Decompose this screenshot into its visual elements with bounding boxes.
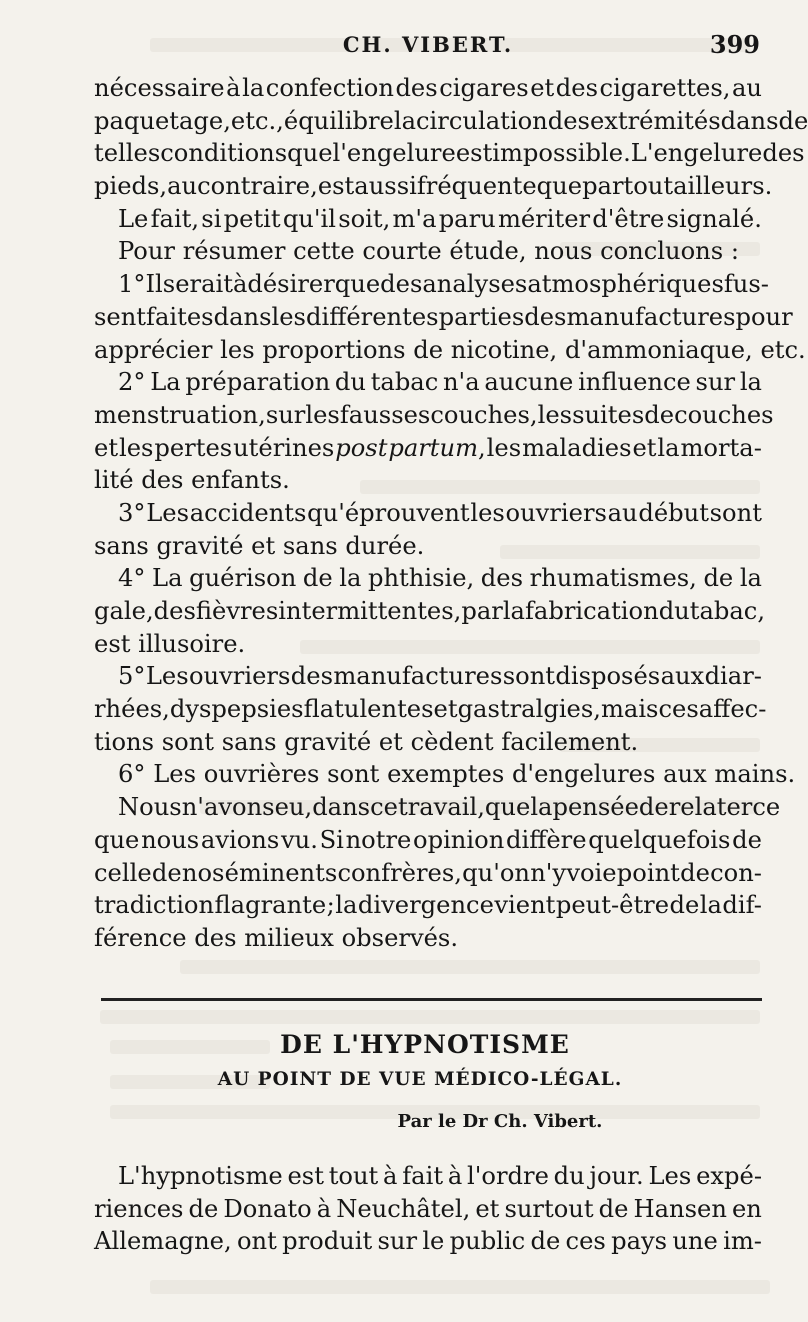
- text-line: rhées, dyspepsies flatulentes et gastralgies, mais ces affec-: [94, 695, 767, 724]
- text-line: menstruation, sur les fausses couches, les suites de couches: [94, 400, 774, 429]
- text-line: apprécier les proportions de nicotine, d'ammoniaque, etc.: [94, 335, 806, 364]
- text-line: nécessaire à la confection des cigares et des cigarettes, au: [94, 74, 762, 102]
- running-title: CH. VIBERT.: [342, 32, 514, 57]
- article-subtitle: AU POINT DE VUE MÉDICO-LÉGAL.: [217, 1069, 623, 1090]
- text-line: 5° Les ouvriers des manufactures sont disposés aux diar-: [118, 662, 762, 691]
- text-line: riences de Donato à Neuchâtel, et surtout de Hansen en: [94, 1194, 762, 1223]
- text-line: sans gravité et sans durée.: [94, 531, 425, 560]
- text-line: Nous n'avons eu, dans ce travail, que la pensée de relater ce: [118, 793, 781, 822]
- text-line: Le fait, si petit qu'il soit, m'a paru mériter d'être signalé.: [118, 204, 762, 233]
- author-byline: Par le Dr Ch. Vibert.: [397, 1111, 603, 1132]
- text-line: 3° Les accidents qu'éprouvent les ouvriers au début sont: [118, 498, 762, 527]
- text-line: Pour résumer cette courte étude, nous concluons :: [118, 237, 740, 266]
- text-line: paquetage, etc., équilibre la circulation des extrémités dans de: [94, 106, 808, 135]
- text-line: Allemagne, ont produit sur le public de ces pays une im-: [94, 1227, 762, 1256]
- text-line: pieds, au contraire, est aussi fréquente que partout ailleurs.: [94, 172, 773, 201]
- article-body-text: [94, 1160, 762, 1258]
- text-line: lité des enfants.: [94, 466, 290, 495]
- text-line: sent faites dans les différentes parties des manufactures pour: [94, 302, 793, 331]
- text-line: et les pertes utérines post partum, les maladies et la morta-: [94, 433, 762, 462]
- text-line: 4° La guérison de la phthisie, des rhumatismes, de la: [118, 564, 762, 593]
- article-author: [0, 1111, 800, 1132]
- text-line: gale, des fièvres intermittentes, par la fabrication du tabac,: [94, 597, 766, 625]
- body-text: [94, 72, 808, 955]
- text-line: 2° La préparation du tabac n'a aucune influence sur la: [118, 368, 762, 397]
- text-line: est illusoire.: [94, 629, 246, 658]
- section-divider: [101, 998, 762, 1001]
- text-line: tions sont sans gravité et cèdent facilement.: [94, 727, 639, 756]
- text-line: que nous avions vu. Si notre opinion diffère quelquefois de: [94, 825, 762, 854]
- text-line: tradiction flagrante ; la divergence vient peut-être de la dif-: [94, 891, 762, 920]
- text-line: 1° Il serait à désirer que des analyses atmosphériques fus-: [118, 270, 769, 299]
- article-title: DE L'HYPNOTISME: [280, 1030, 570, 1059]
- text-line: férence des milieux observés.: [94, 923, 459, 952]
- running-head: [96, 28, 760, 64]
- text-line: L'hypnotisme est tout à fait à l'ordre du jour. Les expé-: [118, 1162, 762, 1190]
- text-line: telles conditions que l'engelure est impossible. L'engelure des: [94, 139, 805, 168]
- text-line: celle de nos éminents confrères, qu'on n'y voie point de con-: [94, 858, 762, 887]
- page-number: 399: [709, 30, 760, 59]
- text-line: 6° Les ouvrières sont exemptes d'engelures aux mains.: [118, 760, 796, 789]
